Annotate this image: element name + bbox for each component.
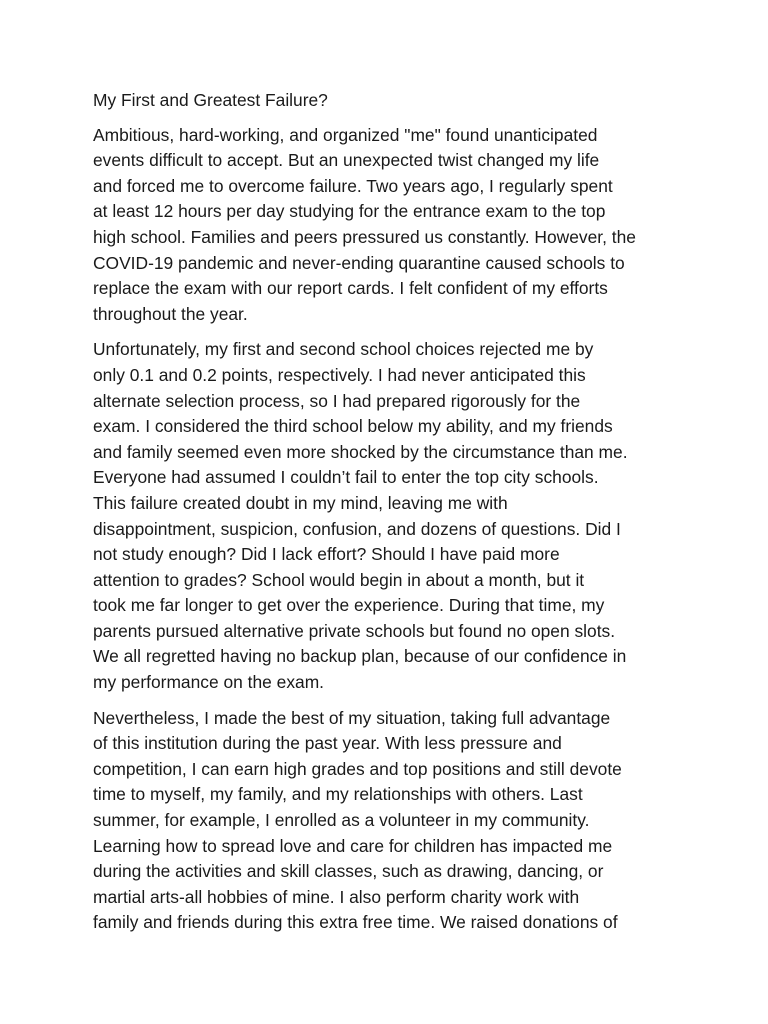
text-line: alternate selection process, so I had prepared rigorously for the	[93, 390, 581, 411]
paragraph-3	[93, 706, 683, 936]
text-line: Unfortunately, my first and second school choices rejected me by	[93, 339, 594, 360]
paragraph-2	[93, 337, 683, 695]
text-line: only 0.1 and 0.2 points, respectively. I had never anticipated this	[93, 364, 586, 385]
text-line: time to myself, my family, and my relationships with others. Last	[93, 784, 583, 805]
text-line: Nevertheless, I made the best of my situation, taking full advantage	[93, 707, 611, 728]
text-line: my performance on the exam.	[93, 672, 325, 693]
text-line: disappointment, suspicion, confusion, and dozens of questions. Did I	[93, 518, 621, 539]
text-line: and family seemed even more shocked by the circumstance than me.	[93, 441, 628, 462]
text-line: competition, I can earn high grades and top positions and still devote	[93, 758, 622, 779]
document-title: My First and Greatest Failure?	[93, 90, 328, 110]
text-line: at least 12 hours per day studying for the entrance exam to the top	[93, 201, 606, 222]
text-line: exam. I considered the third school below my ability, and my friends	[93, 416, 613, 437]
text-line: summer, for example, I enrolled as a volunteer in my community.	[93, 810, 590, 831]
text-line: high school. Families and peers pressured us constantly. However, the	[93, 226, 636, 247]
paragraph-1	[93, 123, 683, 328]
text-line: Ambitious, hard-working, and organized "me" found unanticipated	[93, 124, 598, 145]
document-body	[93, 88, 683, 946]
text-line: COVID-19 pandemic and never-ending quarantine caused schools to	[93, 252, 625, 273]
text-line: during the activities and skill classes, such as drawing, dancing, or	[93, 861, 604, 882]
text-line: replace the exam with our report cards. I felt confident of my efforts	[93, 278, 608, 299]
text-line: and forced me to overcome failure. Two years ago, I regularly spent	[93, 175, 613, 196]
text-line: This failure created doubt in my mind, leaving me with	[93, 492, 508, 513]
text-line: parents pursued alternative private schools but found no open slots.	[93, 620, 616, 641]
text-line: Everyone had assumed I couldn’t fail to enter the top city schools.	[93, 467, 599, 488]
text-line: martial arts-all hobbies of mine. I also perform charity work with	[93, 886, 580, 907]
text-line: family and friends during this extra free time. We raised donations of	[93, 912, 618, 933]
text-line: Learning how to spread love and care for children has impacted me	[93, 835, 613, 856]
text-line: not study enough? Did I lack effort? Should I have paid more	[93, 544, 560, 565]
text-line: attention to grades? School would begin in about a month, but it	[93, 569, 585, 590]
text-line: throughout the year.	[93, 303, 248, 324]
text-line: We all regretted having no backup plan, because of our confidence in	[93, 646, 627, 667]
text-line: events difficult to accept. But an unexpected twist changed my life	[93, 150, 600, 171]
text-line: took me far longer to get over the experience. During that time, my	[93, 595, 605, 616]
text-line: of this institution during the past year. With less pressure and	[93, 733, 562, 754]
